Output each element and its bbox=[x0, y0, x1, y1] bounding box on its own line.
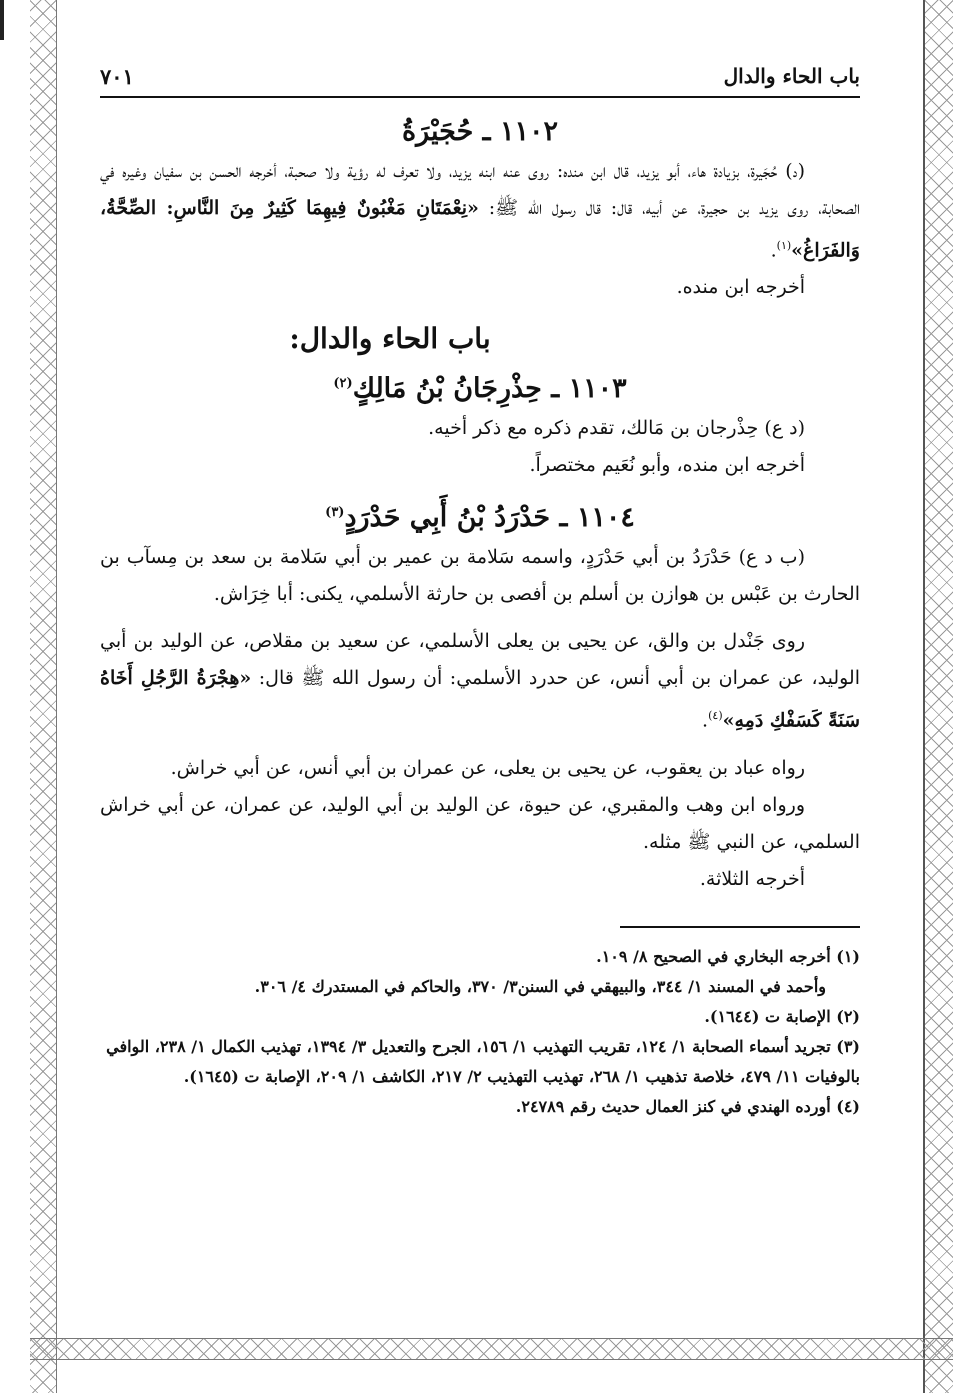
footnote: (٤) أورده الهندي في كنز العمال حديث رقم ٢٤٧٨٩. bbox=[515, 1096, 860, 1116]
footnote: وأحمد في المسند ١/ ٣٤٤، والبيهقي في السنن٣/ ٣٧٠، والحاكم في المستدرك ٤/ ٣٠٦. bbox=[254, 976, 826, 996]
decorative-border-right bbox=[923, 0, 953, 1393]
entry-1104-p2-text: روى جَنْدل بن والق، عن يحيى بن يعلى الأسلمي، عن سعيد بن مقلاص، عن الوليد بن أبي الوليد، عن عمران بن أبي أنس، عن حدرد الأسلمي: أن رسول الله ﷺ قال: bbox=[100, 630, 860, 690]
footnote-ref-2: (٢) bbox=[333, 376, 353, 392]
footnote-ref-4: (٤) bbox=[708, 709, 723, 723]
entry-1104-p5: أخرجه الثلاثة. bbox=[699, 867, 805, 890]
entry-1102-paragraph: (د) حُجَيرة، بزيادة هاء، أبو يزيد، قال ابن منده: روى عنه ابنه يزيد، ولا تعرف له رؤية ولا صحبة، أخرجه الحسن بن سفيان وغيره في الصحابة، روى يزيد بن حجيرة، عن أبيه، قال: قال رسول الله ﷺ: «نِعْمَتَانِ مَغْبُونٌ فِيهِمَا كَثِيرٌ مِنَ النَّاسِ: الصِّحَّةُ، وَالفَرَاغُ»$^{(١)}$. bbox=[100, 160, 861, 262]
page-number: ٧٠١ bbox=[100, 64, 134, 89]
entry-1104-p3: رواه عباد بن يعقوب، عن يحيى بن يعلى، عن عمران بن أبي أنس، عن أبي خراش. bbox=[170, 756, 805, 779]
entry-title-1103 bbox=[100, 373, 860, 404]
footnote: (٣) تجريد أسماء الصحابة ١/ ١٢٤، تقريب التهذيب ١/ ١٥٦، الجرح والتعديل ٣/ ١٣٩٤، تهذيب الكمال ١/ ٢٣٨، الوافي بالوفيات ١١/ ٤٧٩، خلاصة تذهيب ١/ ٢٦٨، تهذيب التهذيب ٢/ ٢١٧، الكاشف ١/ ٢٠٩، الإصابة ت (١٦٤٥). bbox=[106, 1036, 860, 1086]
footnotes bbox=[100, 942, 860, 1122]
entry-1104-p4: ورواه ابن وهب والمقبري، عن حيوة، عن الوليد بن أبي الوليد، عن عمران، عن أبي خراش السلمي، عن النبي ﷺ مثله. bbox=[100, 793, 860, 853]
decorative-border-bottom bbox=[30, 1338, 953, 1360]
footnote: (٢) الإصابة ت (١٦٤٤). bbox=[704, 1006, 860, 1026]
footnote-ref-1: (١) bbox=[776, 239, 792, 252]
entry-1103-line1: (د ع) حِذْرجان بن مَالك، تقدم ذكره مع ذكر أخيه. bbox=[428, 417, 805, 440]
entry-title-1104-text: ١١٠٤ ـ حَدْرَدُ بْنُ أَبِي حَدْرَدٍ bbox=[344, 502, 635, 534]
entry-1104-p1: (ب د ع) حَدْرَدُ بن أبي حَدْرَدٍ، واسمه سَلامة بن عمير بن أبي سَلامة بن سعد بن مِسآب بن الحارث بن عَبْس بن هوازن بن أسلم بن أفصى بن حارثة الأسلمي، يكنى: أبا خِرَاش. bbox=[100, 546, 860, 606]
entry-title-1103-text: ١١٠٣ ـ حِذْرِجَانُ بْنُ مَالِكٍ bbox=[352, 373, 627, 405]
entry-1102-source: أخرجه ابن منده. bbox=[676, 276, 805, 299]
running-head: باب الحاء والدال bbox=[723, 64, 860, 88]
entry-title-1104 bbox=[100, 502, 860, 533]
entry-1102-text: (د) حُجَيرة، بزيادة هاء، أبو يزيد، قال ابن منده: روى عنه ابنه يزيد، ولا تعرف له رؤية ولا صحبة، أخرجه الحسن بن سفيان وغيره في الصحابة، روى يزيد بن حجيرة، عن أبيه، قال: قال رسول الله ﷺ: bbox=[100, 160, 861, 219]
page-header bbox=[100, 58, 860, 98]
entry-1103-line2: أخرجه ابن منده، وأبو نُعَيم مختصراً. bbox=[529, 454, 805, 477]
scan-edge bbox=[0, 0, 4, 40]
hadith-text: «نِعْمَتَانِ مَغْبُونٌ فِيهِمَا كَثِيرٌ مِنَ النَّاسِ: الصِّحَّةُ، وَالفَرَاغُ» bbox=[100, 197, 860, 262]
footnote: (١) أخرجه البخاري في الصحيح ٨/ ١٠٩. bbox=[596, 946, 860, 966]
entry-title-1102: ١١٠٢ ـ حُجَيْرَةُ bbox=[401, 116, 559, 147]
book-page bbox=[100, 58, 860, 1328]
footnote-rule bbox=[620, 926, 860, 928]
chapter-title: باب الحاء والدال: bbox=[289, 322, 491, 356]
hadith-text: «هِجْرَةُ الرَّجُلِ أَخَاهُ سَنَةً كَسَفْكِ دَمِهِ» bbox=[100, 667, 860, 732]
decorative-border-left bbox=[30, 0, 57, 1393]
entry-1104-p2: روى جَنْدل بن والق، عن يحيى بن يعلى الأسلمي، عن سعيد بن مقلاص، عن الوليد بن أبي الوليد، عن عمران بن أبي أنس، عن حدرد الأسلمي: أن رسول الله ﷺ قال: «هِجْرَةُ الرَّجُلِ أَخَاهُ سَنَةً كَسَفْكِ دَمِهِ»$^{(٤)}$. bbox=[100, 630, 860, 732]
footnote-ref-3: (٣) bbox=[325, 505, 345, 521]
